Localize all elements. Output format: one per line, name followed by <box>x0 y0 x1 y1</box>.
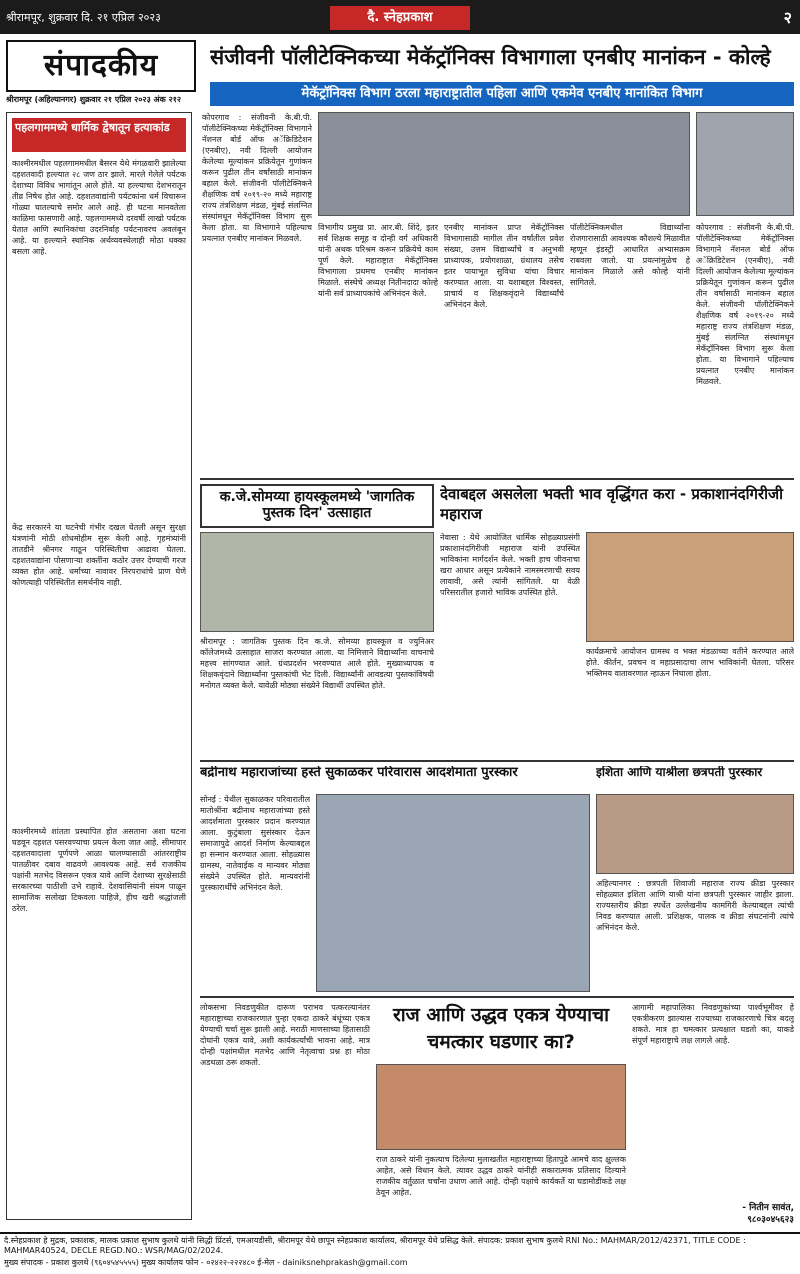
thackeray-body-2: राज ठाकरे यांनी नुकत्याच दिलेल्या मुलाखतीत महाराष्ट्राच्या हितापुढे आमचे वाद क्षुल्लक आहेत, असे विधान केले. त्यावर उद्धव ठाकरे यांनीही सकारात्मक प्रतिसाद दिल्याने राजकीय वर्तुळात चर्चांना उधाण आले आहे. दोन्ही पक्षांचे कार्यकर्ते या घडामोडींकडे लक्ष ठेवून आहेत. <box>376 1155 626 1197</box>
lead-body-4b: कोपरगाव : संजीवनी के.बी.पी. पॉलीटेक्निकच्या मेकॅट्रॉनिक्स विभागाने नॅशनल बोर्ड ऑफ अॅक्रिडिटेशन (एनबीए), नवी दिल्ली आयोजन केलेल्या मूल्यांकन प्रक्रियेतून गुणांकन करून पुढील तीन वर्षांसाठी मानांकन बहाल केले. संजीवनी पॉलीटेक्निकने शैक्षणिक वर्ष २०१९-२० मध्ये महाराष्ट्र राज्य तंत्रशिक्षण मंडळ, मुंबई संलग्नित संस्थांमधून मेकॅट्रॉनिक्स विभाग सुरू केला होता. या विभागाने पहिल्याच प्रयत्नात एनबीए मानांकन मिळवले. <box>696 223 794 386</box>
bhakti-body-2: कार्यक्रमाचे आयोजन ग्रामस्थ व भक्त मंडळाच्या वतीने करण्यात आले होते. कीर्तन, प्रवचन व महाप्रसादाचा लाभ भाविकांनी घेतला. परिसर भक्तिमय वातावरणात न्हाऊन निघाला होता. <box>586 647 794 678</box>
thackeray-heading: राज आणि उद्धव एकत्र येण्याचा चमत्कार घडणार का? <box>392 1004 610 1053</box>
newspaper-name: दै. स्नेहप्रकाश <box>330 6 470 30</box>
date-line: श्रीरामपूर, शुक्रवार दि. २१ एप्रिल २०२३ <box>6 11 161 24</box>
section-masthead: संपादकीय <box>6 40 196 92</box>
badrinath-photo <box>316 794 590 992</box>
lead-body-1: कोपरगाव : संजीवनी के.बी.पी. पॉलीटेक्निकच्या मेकॅट्रॉनिक्स विभागाने नॅशनल बोर्ड ऑफ अॅक्रिडिटेशन (एनबीए), नवी दिल्ली आयोजन केलेल्या मूल्यांकन प्रक्रियेतून गुणांकन करून पुढील तीन वर्षांसाठी मानांकन बहाल केले. संजीवनी पॉलीटेक्निकने शैक्षणिक वर्ष २०१९-२० मध्ये महाराष्ट्र राज्य तंत्रशिक्षण मंडळ, मुंबई संलग्नित संस्थांमधून मेकॅट्रॉनिक्स विभाग सुरू केला होता. या विभागाने पहिल्याच प्रयत्नात एनबीए मानांकन मिळवले. <box>202 113 312 243</box>
school-body: श्रीरामपूर : जागतिक पुस्तक दिन क.जे. सोमय्या हायस्कूल व ज्युनिअर कॉलेजमध्ये उत्साहात साजरा करण्यात आला. या निमित्ताने विद्यार्थ्यांना वाचनाचे महत्त्व सांगण्यात आले. ग्रंथप्रदर्शन भरवण्यात आले होते. मुख्याध्यापक व शिक्षकवृंदाने विद्यार्थ्यांना पुस्तकांची भेट दिली. विद्यार्थ्यांनी आवडत्या पुस्तकांविषयी मनोगत व्यक्त केले. यावेळी मोठ्या संख्येने विद्यार्थी उपस्थित होते. <box>200 637 434 690</box>
badrinath-body: सोनई : येथील सुकाळकर परिवारातील मातोश्रींना बद्रीनाथ महाराजांच्या हस्ते आदर्शमाता पुरस्कार प्रदान करण्यात आला. कुटुंबाला सुसंस्कार देऊन समाजापुढे आदर्श निर्माण केल्याबद्दल हा सन्मान करण्यात आला. सोहळ्यास ग्रामस्थ, नातेवाईक व मान्यवर मोठ्या संख्येने उपस्थित होते. मान्यवरांनी पुरस्कारार्थींचे अभिनंदन केले. <box>200 795 310 892</box>
lead-subhead: मेकॅट्रॉनिक्स विभाग ठरला महाराष्ट्रातील पहिला आणि एकमेव एनबीए मानांकित विभाग <box>210 82 794 106</box>
editorial-body-2: केंद्र सरकारने या घटनेची गंभीर दखल घेतली असून सुरक्षा यंत्रणांनी मोठी शोधमोहीम सुरू केली आहे. गृहमंत्र्यांनी तातडीने श्रीनगर गाठून परिस्थितीचा आढावा घेतला. दहशतवाद्यांना पोसणाऱ्या शक्तींना कठोर उत्तर देण्याची गरज व्यक्त होत आहे. धर्माच्या नावावर निरपराधांचे प्राण घेणे कोणत्याही परिस्थितीत समर्थनीय नाही. <box>12 523 186 587</box>
badrinath-heading: बद्रीनाथ महाराजांच्या हस्ते सुकाळकर परिवारास आदर्शमाता पुरस्कार <box>200 766 518 780</box>
editorial-body-1: काश्मीरमधील पहलगाममधील बैसरन येथे मंगळवारी झालेल्या दहशतवादी हल्ल्यात २८ जण ठार झाले. मारले गेलेले पर्यटक देशाच्या विविध भागांतून आले होते. या हल्ल्याचा देशभरातून तीव्र निषेध होत आहे. दहशतवाद्यांनी पर्यटकांना धर्म विचारून गोळ्या घातल्याचे समोर आले आहे. ही घटना मानवतेला काळिमा फासणारी आहे. पहलगाममध्ये दरवर्षी लाखो पर्यटक येतात आणि स्थानिकांचा उदरनिर्वाह पर्यटनावरच अवलंबून आहे. या हल्ल्याने स्थानिक अर्थव्यवस्थेलाही मोठा धक्का बसला आहे. <box>12 159 186 256</box>
lead-body-2: विभागीय प्रमुख प्रा. आर.बी. शिंदे, इतर सर्व शिक्षक समूह व दोन्ही वर्ग अधिकारी यांनी अथक परिश्रम करून प्रक्रियेचे काम पूर्ण केले. महाराष्ट्रात मेकॅट्रॉनिक्स विभागाला प्रथमच एनबीए मानांकन मिळाले. संस्थेचे अध्यक्ष नितीनदादा कोल्हे यांनी सर्व प्राध्यापकांचे अभिनंदन केले. <box>318 223 438 298</box>
imprint-line-2: मुख्य संपादक - प्रकाश कुलथे (९६०४५४५५५५) मुख्य कार्यालय फोन - ०२४२२-२२२४८० ई-मेल - dainiksnehprakash@gmail.com <box>4 1258 408 1267</box>
imprint-line-1: दै.स्नेहप्रकाश हे मुद्रक, प्रकाशक, मालक प्रकाश सुभाष कुलथे यांनी सिद्धी प्रिंटर्स, एमआयडीसी, श्रीरामपूर येथे छापून स्नेहप्रकाश कार्यालय, श्रीरामपूर येथे प्रसिद्ध केले. संपादक: प्रकाश सुभाष कुलथे RNI No.: MAHMAR/2012/42371, TITLE CODE : MAHMAR40524, DECLE REGD.NO.: WSR/MAG/02/2024. <box>4 1236 746 1255</box>
school-heading: क.जे.सोमय्या हायस्कूलमध्ये 'जागतिक पुस्तक दिन' उत्साहात <box>200 484 434 528</box>
lead-photo <box>318 112 690 216</box>
bhakti-photo <box>586 532 794 642</box>
divider-2 <box>200 760 794 762</box>
lead-photo-2 <box>696 112 794 216</box>
ishita-photo <box>596 794 794 874</box>
editorial-body-3: काश्मीरमध्ये शांतता प्रस्थापित होत असताना अशा घटना घडवून दहशत पसरवण्याचा प्रयत्न केला जात आहे. सीमापार दहशतवादाला पूर्णपणे आळा घालण्यासाठी आंतरराष्ट्रीय पातळीवर दबाव वाढवणे आवश्यक आहे. सर्व राजकीय पक्षांनी मतभेद विसरून एकत्र यावे आणि देशाच्या सुरक्षेसाठी सरकारच्या पाठीशी उभे राहावे. देशवासियांनी संयम पाळून सामाजिक सलोखा टिकवला पाहिजे, हीच खरी श्रद्धांजली ठरेल. <box>12 827 186 913</box>
ishita-heading: इशिता आणि याश्रीला छत्रपती पुरस्कार <box>596 766 763 779</box>
bhakti-heading: देवाबद्दल असलेला भक्ती भाव वृद्धिंगत करा - प्रकाशानंदगिरीजी महाराज <box>440 485 784 523</box>
ishita-body: अहिल्यानगर : छत्रपती शिवाजी महाराज राज्य क्रीडा पुरस्कार सोहळ्यात इशिता आणि याश्री यांना छत्रपती पुरस्कार जाहीर झाला. राज्यस्तरीय क्रीडा स्पर्धेत उल्लेखनीय कामगिरी केल्याबद्दल त्यांची निवड करण्यात आली. प्रशिक्षक, पालक व क्रीडा संघटनांनी त्यांचे अभिनंदन केले. <box>596 879 794 932</box>
lead-headline: संजीवनी पॉलीटेक्निकच्या मेकॅट्रॉनिक्स विभागाला एनबीए मानांकन - कोल्हे <box>210 45 771 69</box>
thackeray-body-3: आगामी महापालिका निवडणुकांच्या पार्श्वभूमीवर हे एकत्रीकरण झाल्यास राज्याच्या राजकारणाचे चित्र बदलू शकते. मात्र हा चमत्कार प्रत्यक्षात घडतो का, याकडे संपूर्ण महाराष्ट्राचे लक्ष लागले आहे. <box>632 1003 794 1045</box>
school-photo <box>200 532 434 632</box>
bhakti-body-1: नेवासा : येथे आयोजित धार्मिक सोहळ्याप्रसंगी प्रकाशानंदगिरीजी महाराज यांनी उपस्थित भाविकांना मार्गदर्शन केले. भक्ती हाच जीवनाचा खरा आधार असून प्रत्येकाने नामस्मरणाची सवय लावावी, असे त्यांनी सांगितले. या वेळी परिसरातील हजारो भाविक उपस्थित होते. <box>440 533 580 597</box>
top-bar <box>0 0 800 34</box>
imprint-footer <box>0 1232 800 1274</box>
author-name: - नितीन सावंत, <box>742 1203 794 1213</box>
page-number: २ <box>783 8 792 27</box>
author-phone: ९८०३०४५६२३ <box>747 1215 794 1225</box>
editorial-heading: पहलगाममध्ये धार्मिक द्वेषातून हत्याकांड <box>12 118 186 152</box>
lead-body-4: पॉलीटेक्निकमधील विद्यार्थ्यांना रोजगारासाठी आवश्यक कौशल्ये मिळावीत म्हणून इंडस्ट्री आधारित अभ्यासक्रम राबवला जातो. या प्रयत्नांमुळेच हे मानांकन मिळाले असे कोल्हे यांनी सांगितले. <box>570 223 690 287</box>
lead-body-3: एनबीए मानांकन प्राप्त मेकॅट्रॉनिक्स विभागासाठी मागील तीन वर्षांतील प्रवेश संख्या, उत्तम विद्यार्थ्यांचे व अनुभवी प्राध्यापक, प्रयोगशाळा, ग्रंथालय तसेच इतर पायाभूत सुविधा यांचा विचार करण्यात आला. या यशाबद्दल विश्वस्त, प्राचार्य व शिक्षकवृंदाने विद्यार्थ्यांचे अभिनंदन केले. <box>444 223 564 309</box>
issue-meta: श्रीरामपूर (अहिल्यानगर) शुक्रवार २१ एप्रिल २०२३ अंक २१२ <box>6 95 182 104</box>
thackeray-photo <box>376 1064 626 1150</box>
divider-3 <box>200 996 794 998</box>
thackeray-body-1: लोकसभा निवडणुकीत दारूण पराभव पत्करल्यानंतर महाराष्ट्राच्या राजकारणात पुन्हा एकदा ठाकरे बंधूंच्या एकत्र येण्याची चर्चा सुरू झाली आहे. मराठी माणसाच्या हितासाठी दोघांनी एकत्र यावे, अशी कार्यकर्त्यांची भावना आहे. मात्र दोन्ही पक्षांमधील मतभेद आणि नेतृत्वाचा प्रश्न हा मोठा अडथळा ठरू शकतो. <box>200 1003 370 1067</box>
divider <box>200 478 794 480</box>
